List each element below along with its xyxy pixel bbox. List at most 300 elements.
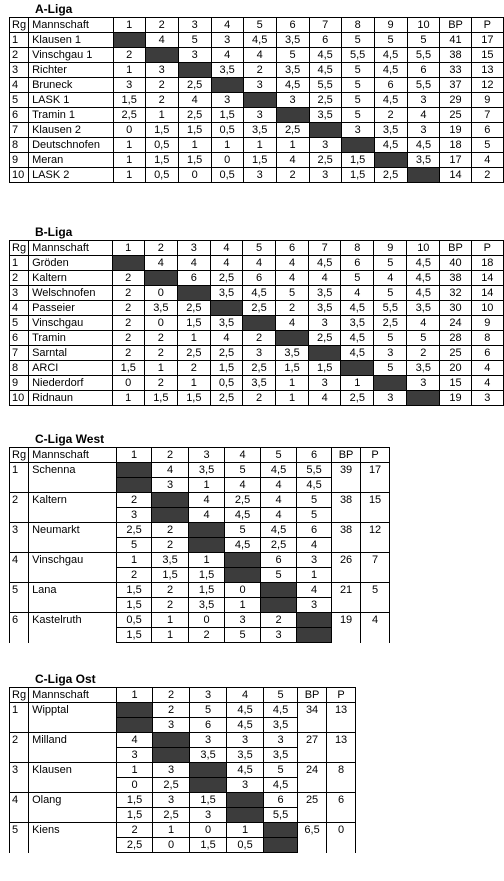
self-match-cell [225,553,261,568]
score-cell: 28 [440,331,471,346]
score-cell: 5 [374,361,407,376]
self-match-cell [153,748,190,763]
score-cell: 25 [440,346,471,361]
column-header: Rg [10,688,29,703]
column-header: BP [440,18,471,33]
score-cell: 2,5 [117,838,153,853]
score-cell: 0 [189,613,225,628]
score-cell: 19 [440,391,471,406]
self-match-cell [264,838,298,853]
column-header: 10 [407,18,440,33]
table-row [10,153,504,168]
header-row [10,448,390,463]
score-cell: 2 [276,168,309,183]
score-cell: 6 [297,523,332,538]
score-cell: 6 [407,63,440,78]
score-cell: 1 [276,138,309,153]
score-cell: 2 [145,93,178,108]
rank-cell: 9 [10,153,29,168]
bp-cell: 26 [332,553,361,583]
team-name-cell: LASK 1 [29,93,114,108]
score-cell: 6 [471,123,503,138]
score-cell: 1 [297,568,332,583]
column-header: 9 [374,241,407,256]
table-row [10,376,504,391]
score-cell: 2 [243,391,276,406]
score-cell: 3,5 [276,33,309,48]
score-cell: 4,5 [243,286,276,301]
score-cell: 1 [145,108,178,123]
score-cell: 2,5 [243,361,276,376]
score-cell: 4,5 [374,138,407,153]
score-cell: 4 [225,478,261,493]
score-cell: 1 [112,391,144,406]
table-row [10,763,356,778]
rank-cell: 5 [10,316,29,331]
team-name-cell: Olang [29,793,117,823]
rank-cell: 8 [10,138,29,153]
score-cell: 3,5 [227,748,264,763]
rank-cell: 5 [10,823,29,853]
column-header: 1 [117,688,153,703]
score-cell: 4 [276,271,309,286]
score-cell: 3,5 [264,718,298,733]
team-name-cell: Neumarkt [29,523,117,553]
self-match-cell [341,361,374,376]
score-cell: 1 [177,331,210,346]
team-name-cell: Kiens [29,823,117,853]
score-cell: 29 [440,93,471,108]
column-header: 10 [407,241,440,256]
self-match-cell [261,583,297,598]
score-cell: 3 [243,78,276,93]
score-cell: 5 [225,523,261,538]
table-row [10,823,356,838]
team-name-cell: Niederdorf [29,376,113,391]
score-cell: 4,5 [374,48,407,63]
score-cell: 2 [261,613,297,628]
score-cell: 2,5 [153,808,190,823]
table-row [10,391,504,406]
bp-cell: 21 [332,583,361,613]
score-cell: 1 [113,153,145,168]
score-cell: 4,5 [341,346,374,361]
score-cell: 4 [471,153,503,168]
score-cell: 4,5 [225,538,261,553]
score-cell: 0 [117,778,153,793]
score-cell: 4 [210,331,242,346]
score-cell: 5 [261,568,297,583]
score-cell: 4 [152,463,189,478]
score-cell: 0 [144,316,177,331]
score-cell: 2 [112,316,144,331]
self-match-cell [243,93,276,108]
score-cell: 3,5 [210,286,242,301]
score-cell: 4,5 [341,331,374,346]
score-cell: 5 [407,331,440,346]
score-cell: 4 [243,256,276,271]
score-cell: 4 [407,316,440,331]
score-cell: 3,5 [189,598,225,613]
bp-cell: 27 [298,733,327,763]
c-liga-ost-section [9,673,356,853]
bp-cell: 25 [298,793,327,823]
column-header: BP [298,688,327,703]
team-name-cell: Deutschnofen [29,138,114,153]
score-cell: 5,5 [264,808,298,823]
team-name-cell: Meran [29,153,114,168]
column-header: 3 [177,241,210,256]
self-match-cell [117,478,152,493]
score-cell: 3 [309,376,341,391]
score-cell: 4,5 [341,301,374,316]
score-cell: 2,5 [177,301,210,316]
score-cell: 33 [440,63,471,78]
self-match-cell [117,718,153,733]
score-cell: 1,5 [341,168,374,183]
score-cell: 5 [341,271,374,286]
score-cell: 1 [113,168,145,183]
score-cell: 5 [374,33,407,48]
points-cell: 13 [327,703,356,733]
score-cell: 4 [211,48,243,63]
score-cell: 3 [243,346,276,361]
self-match-cell [152,493,189,508]
a-liga-section [9,3,504,183]
score-cell: 3 [113,78,145,93]
score-cell: 4,5 [276,78,309,93]
column-header: 3 [189,448,225,463]
score-cell: 3 [178,48,211,63]
score-cell: 0,5 [145,168,178,183]
team-name-cell: Vinschgau 1 [29,48,114,63]
rank-cell: 9 [10,376,29,391]
score-cell: 5 [178,33,211,48]
column-header: 4 [211,18,243,33]
score-cell: 3,5 [407,301,440,316]
score-cell: 20 [440,361,471,376]
score-cell: 3,5 [243,123,276,138]
points-cell: 17 [361,463,390,493]
score-cell: 2 [189,628,225,643]
column-header: 7 [309,241,341,256]
bp-cell: 34 [298,703,327,733]
score-cell: 2,5 [276,123,309,138]
section-title: B-Liga [35,225,73,239]
self-match-cell [117,463,152,478]
score-cell: 1 [276,376,309,391]
score-cell: 3,5 [190,748,227,763]
table-row [10,108,504,123]
rank-cell: 4 [10,301,29,316]
column-header: 4 [225,448,261,463]
rank-cell: 2 [10,271,29,286]
column-header: Rg [10,18,29,33]
score-cell: 4,5 [297,478,332,493]
column-header: Mannschaft [29,688,117,703]
c-liga-west-section [9,433,390,643]
header-row [10,688,356,703]
score-cell: 1,5 [145,153,178,168]
column-header: Mannschaft [29,18,114,33]
column-header: 7 [309,18,341,33]
header-row [10,241,504,256]
score-cell: 4,5 [374,63,407,78]
self-match-cell [341,138,374,153]
column-header: Rg [10,448,29,463]
score-cell: 4,5 [264,778,298,793]
rank-cell: 2 [10,733,29,763]
score-cell: 1,5 [177,391,210,406]
self-match-cell [264,823,298,838]
column-header: Mannschaft [29,241,113,256]
points-cell: 12 [361,523,390,553]
table-row [10,583,390,598]
score-cell: 4 [177,256,210,271]
score-cell: 4 [471,361,503,376]
score-cell: 5 [297,508,332,523]
team-name-cell: Vinschgau [29,553,117,583]
score-cell: 6 [190,718,227,733]
score-cell: 1,5 [190,838,227,853]
score-cell: 4 [276,153,309,168]
points-cell: 5 [361,583,390,613]
points-cell: 15 [361,493,390,523]
score-cell: 5 [341,63,374,78]
bp-cell: 24 [298,763,327,793]
column-header: 9 [374,18,407,33]
score-cell: 3 [261,628,297,643]
column-header: 5 [264,688,298,703]
score-cell: 1,5 [211,108,243,123]
score-cell: 0,5 [211,123,243,138]
score-cell: 2 [144,376,177,391]
rank-cell: 10 [10,391,29,406]
column-header: 8 [341,241,374,256]
score-cell: 0 [144,286,177,301]
table-row [10,256,504,271]
score-cell: 4 [471,376,503,391]
score-cell: 4 [309,391,341,406]
self-match-cell [177,286,210,301]
score-cell: 3 [276,93,309,108]
score-cell: 2 [112,301,144,316]
rank-cell: 1 [10,256,29,271]
self-match-cell [407,168,440,183]
score-cell: 2 [117,568,152,583]
score-cell: 5,5 [341,48,374,63]
score-cell: 4,5 [227,718,264,733]
score-cell: 2,5 [374,168,407,183]
rank-cell: 7 [10,346,29,361]
score-cell: 1 [117,553,152,568]
column-header: 8 [341,18,374,33]
score-cell: 4,5 [407,138,440,153]
self-match-cell [144,271,177,286]
score-cell: 2,5 [153,778,190,793]
team-name-cell: Ridnaun [29,391,113,406]
rank-cell: 2 [10,48,29,63]
score-cell: 6 [243,271,276,286]
score-cell: 5 [341,33,374,48]
self-match-cell [190,763,227,778]
team-name-cell: Welschnofen [29,286,113,301]
score-cell: 6 [261,553,297,568]
score-cell: 3 [145,63,178,78]
score-cell: 1,5 [276,361,309,376]
score-cell: 1,5 [243,153,276,168]
score-cell: 1 [152,613,189,628]
team-name-cell: Passeier [29,301,113,316]
score-cell: 4 [297,583,332,598]
self-match-cell [309,123,341,138]
score-cell: 3 [190,733,227,748]
score-cell: 17 [471,33,503,48]
a-liga-table [9,17,504,183]
points-cell: 0 [327,823,356,853]
score-cell: 3 [190,808,227,823]
score-cell: 2,5 [210,391,242,406]
score-cell: 4 [261,508,297,523]
score-cell: 32 [440,286,471,301]
score-cell: 1,5 [117,583,152,598]
score-cell: 2 [117,493,152,508]
score-cell: 10 [471,301,503,316]
score-cell: 5 [341,93,374,108]
score-cell: 2 [112,346,144,361]
column-header: Rg [10,241,29,256]
column-header: BP [332,448,361,463]
score-cell: 1 [341,376,374,391]
points-cell: 4 [361,613,390,643]
score-cell: 1,5 [117,598,152,613]
self-match-cell [189,523,225,538]
score-cell: 3,5 [276,346,309,361]
team-name-cell: Richter [29,63,114,78]
team-name-cell: Vinschgau [29,316,113,331]
table-row [10,493,390,508]
self-match-cell [152,508,189,523]
score-cell: 3 [297,553,332,568]
rank-cell: 8 [10,361,29,376]
rank-cell: 5 [10,583,29,613]
team-name-cell: Kastelruth [29,613,117,643]
score-cell: 2 [152,583,189,598]
score-cell: 0 [211,153,243,168]
column-header: 2 [144,241,177,256]
score-cell: 4 [276,256,309,271]
self-match-cell [210,301,242,316]
score-cell: 12 [471,78,503,93]
score-cell: 1,5 [178,123,211,138]
score-cell: 4 [145,33,178,48]
team-name-cell: Lana [29,583,117,613]
score-cell: 1,5 [309,361,341,376]
score-cell: 5,5 [309,78,341,93]
rank-cell: 7 [10,123,29,138]
score-cell: 0 [153,838,190,853]
score-cell: 5,5 [407,48,440,63]
score-cell: 3,5 [243,376,276,391]
points-cell: 13 [327,733,356,763]
score-cell: 14 [440,168,471,183]
score-cell: 6 [264,793,298,808]
self-match-cell [261,598,297,613]
score-cell: 4 [210,256,242,271]
b-liga-section [9,226,504,406]
score-cell: 2,5 [225,493,261,508]
score-cell: 4,5 [227,703,264,718]
score-cell: 1 [178,138,211,153]
points-cell: 6 [327,793,356,823]
score-cell: 3 [211,33,243,48]
score-cell: 1,5 [210,361,242,376]
bp-cell: 38 [332,493,361,523]
column-header: P [471,241,503,256]
score-cell: 2 [153,703,190,718]
score-cell: 3 [264,733,298,748]
score-cell: 24 [440,316,471,331]
b-liga-table [9,240,504,406]
score-cell: 6 [309,33,341,48]
c-liga-ost-table [9,687,356,853]
score-cell: 1 [152,628,189,643]
score-cell: 0 [178,168,211,183]
score-cell: 1 [243,138,276,153]
score-cell: 4,5 [261,463,297,478]
score-cell: 1 [276,391,309,406]
score-cell: 1 [113,138,145,153]
score-cell: 3 [374,346,407,361]
score-cell: 4 [261,478,297,493]
score-cell: 2 [243,63,276,78]
column-header: 6 [276,18,309,33]
score-cell: 5 [276,48,309,63]
table-row [10,703,356,718]
column-header: P [327,688,356,703]
score-cell: 3,5 [309,108,341,123]
score-cell: 2 [117,823,153,838]
table-row [10,168,504,183]
score-cell: 4,5 [309,63,341,78]
score-cell: 2,5 [309,153,341,168]
score-cell: 2,5 [374,316,407,331]
team-name-cell: Sarntal [29,346,113,361]
team-name-cell: Wipptal [29,703,117,733]
score-cell: 1 [117,763,153,778]
score-cell: 5,5 [407,78,440,93]
score-cell: 4 [407,108,440,123]
score-cell: 3 [211,93,243,108]
score-cell: 4 [189,493,225,508]
score-cell: 1,5 [117,808,153,823]
score-cell: 6 [177,271,210,286]
self-match-cell [225,568,261,583]
score-cell: 5 [374,256,407,271]
score-cell: 3,5 [152,553,189,568]
score-cell: 1 [211,138,243,153]
self-match-cell [374,153,407,168]
self-match-cell [153,733,190,748]
score-cell: 5 [297,493,332,508]
column-header: 2 [145,18,178,33]
score-cell: 2 [112,271,144,286]
column-header: Mannschaft [29,448,117,463]
score-cell: 40 [440,256,471,271]
score-cell: 5 [341,78,374,93]
score-cell: 2 [144,346,177,361]
table-row [10,93,504,108]
